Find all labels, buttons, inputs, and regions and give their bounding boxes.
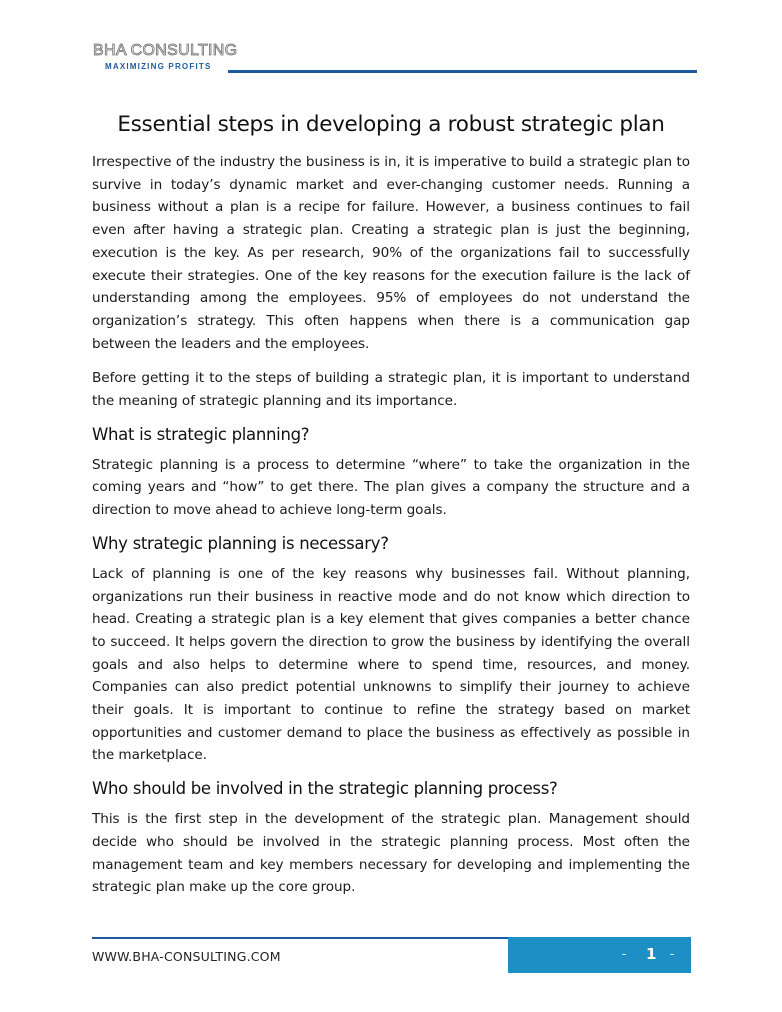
section-heading-what: What is strategic planning? [92,424,310,444]
section-body-what: Strategic planning is a process to determine “where” to take the organization in the coming years and “how” to get there. The plan gives a company the structure and a direction to move ahead to achieve long-term goals. [92,456,690,519]
company-tagline: MAXIMIZING PROFITS [105,62,212,71]
page-number-dash-left: - [622,947,627,961]
header-divider [228,70,697,73]
section-body-who: This is the first step in the development of the strategic plan. Management should decide who should be involved in the strategic planning process. Most often the management team and key members necessary for developing and implementing the strategic plan make up the core group. [92,811,690,896]
document-body [92,112,690,911]
intro-paragraph-2: Before getting it to the steps of building a strategic plan, it is important to understand the meaning of strategic planning and its importance. [92,370,690,410]
footer-divider [92,937,509,939]
intro-paragraph-1: Irrespective of the industry the business is in, it is imperative to build a strategic plan to survive in today’s dynamic market and ever-changing customer needs. Running a business without a plan is a recipe for failure. However, a business continues to fail even after having a strategic plan. Creating a strategic plan is just the beginning, execution is the key. As per research, 90% of the organizations fail to successfully execute their strategies. One of the key reasons for the execution failure is the lack of understanding among the employees. 95% of employees do not understand the organization’s strategy. This often happens when there is a communication gap between the leaders and the employees. [92,154,690,352]
page-footer [92,937,691,973]
company-logo: BHA CONSULTING [93,42,238,59]
document-title: Essential steps in developing a robust strategic plan [117,112,665,137]
page-header [93,42,697,76]
page-number-dash-right: - [670,947,675,961]
section-heading-why: Why strategic planning is necessary? [92,533,389,553]
section-body-why: Lack of planning is one of the key reasons why businesses fail. Without planning, organizations run their business in reactive mode and do not know which direction to head. Creating a strategic plan is a key element that gives companies a better chance to succeed. It helps govern the direction to grow the business by identifying the overall goals and also helps to determine where to spend time, resources, and money. Companies can also predict potential unknowns to simplify their journey to achieve their goals. It is important to continue to refine the strategy based on market opportunities and customer demand to place the business as effectively as possible in the marketplace. [92,565,690,764]
footer-website-link[interactable]: WWW.BHA-CONSULTING.COM [92,949,281,964]
page-number-box [508,937,691,973]
section-heading-who: Who should be involved in the strategic planning process? [92,779,558,799]
page-number: 1 [646,945,657,963]
